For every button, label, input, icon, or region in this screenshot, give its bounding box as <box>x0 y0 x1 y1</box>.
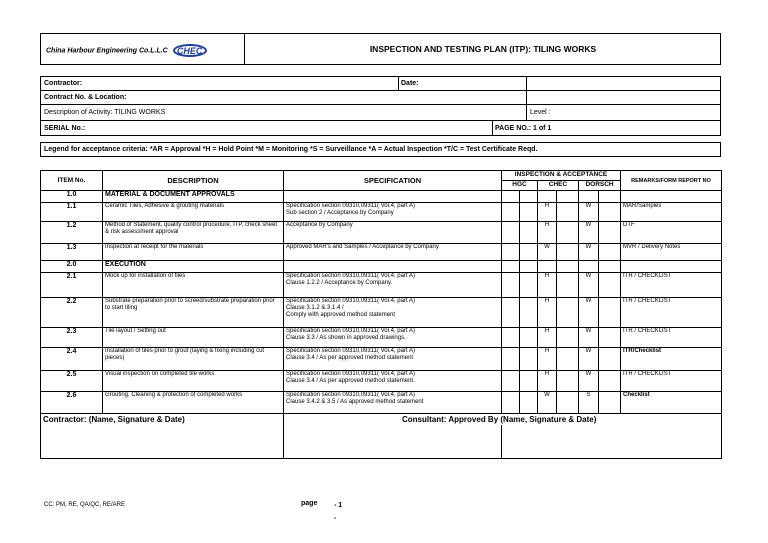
dorsch-code: W <box>579 328 599 348</box>
col-hgc-header: HGC <box>502 181 538 191</box>
col-insp-header: INSPECTION & ACCEPTANCE <box>502 171 621 181</box>
spec-line: Clause 3.1.2 & 3.1.4 / <box>286 305 344 311</box>
company-name-text: China Harbour Engineering Co.L.L.C <box>46 47 168 55</box>
table-row <box>41 191 722 203</box>
section-title: EXECUTION <box>103 261 284 273</box>
legend-text: Legend for acceptance criteria: *AR = Approval *H = Hold Point *M = Monitoring *S = Surveillance *A = Actual Inspection *T/C = Test Certificate Reqd. <box>44 146 538 153</box>
item-specification <box>284 371 502 392</box>
item-description: Substrate preparation prior to screed/substrate preparation prior to start tiling <box>103 298 284 328</box>
chec-logo-text: CHEC <box>176 45 203 56</box>
info-line <box>40 104 721 105</box>
dorsch-code: W <box>579 273 599 298</box>
date-label: Date: <box>401 80 419 87</box>
itp-table <box>40 170 722 459</box>
item-no: 2.5 <box>41 371 103 392</box>
item-specification <box>284 328 502 348</box>
remarks: ITR/Checklist <box>621 348 722 371</box>
remarks: MAR/Samples <box>621 203 722 222</box>
dorsch-code: W <box>579 222 599 244</box>
item-specification <box>284 222 502 244</box>
item-specification <box>284 273 502 298</box>
spec-line: Clause 3.4 / As per approved method statement. <box>286 378 415 384</box>
dorsch-code: W <box>579 298 599 328</box>
activity-label: Description of Activity: TILING WORKS <box>44 109 166 116</box>
page-label: page <box>301 500 318 507</box>
table-row <box>41 203 722 222</box>
item-description: Tile layout / Setting out <box>103 328 284 348</box>
cc-line: CC: PM, RE, QA/QC, RE/ARE <box>44 502 126 508</box>
info-line <box>40 90 721 91</box>
chec-code: H <box>538 328 557 348</box>
spec-line: Specification section 09310,09311( Vol.4, part A) <box>286 273 415 279</box>
chec-code: H <box>538 348 557 371</box>
chec-code: H <box>538 222 557 244</box>
remarks: ITR / CHECKLIST <box>621 371 722 392</box>
remarks: ITR / CHECKLIST <box>621 273 722 298</box>
item-no: 2.6 <box>41 392 103 414</box>
remarks: ITR / CHECKLIST <box>621 298 722 328</box>
item-specification <box>284 298 502 328</box>
item-description: Installation of tiles prior to grout (laying & fixing including cut pieces) <box>103 348 284 371</box>
spec-line: Clause 1.2.2 / Acceptance by Company. <box>286 280 393 286</box>
contract-no-label: Contract No. & Location: <box>44 94 127 101</box>
item-description: Method of Statement, quality control procedure, ITP, check sheet & risk assessment approval <box>103 222 284 244</box>
col-remarks-header: REMARKS/FORM REPORT NO <box>621 171 722 191</box>
signature-row <box>41 414 722 459</box>
remarks: MVR / Delivery Notes <box>621 244 722 261</box>
chec-code: H <box>538 371 557 392</box>
company-name <box>46 44 207 57</box>
info-vline <box>492 120 493 136</box>
consultant-signature-text: Consultant: Approved By (Name, Signature & Date) <box>402 415 597 424</box>
item-no: 2.1 <box>41 273 103 298</box>
spec-line: Acceptance by Company <box>286 222 353 228</box>
item-description: Grouting, Cleaning & protection of completed works <box>103 392 284 414</box>
spec-line: Sub section 2 / Acceptance by Company <box>286 210 394 216</box>
page-number: - 1 <box>334 502 343 509</box>
page-dash: - <box>334 515 337 522</box>
table-row <box>41 392 722 414</box>
spec-line: Specification section 09310,09311( Vol.4, part A) <box>286 328 415 334</box>
spec-line: Clause 3.4.2 & 3.5 / As approved method statement <box>286 399 424 405</box>
item-description: Visual inspection on completed tile works <box>103 371 284 392</box>
table-row <box>41 222 722 244</box>
info-box <box>40 76 721 136</box>
item-specification <box>284 392 502 414</box>
item-specification <box>284 203 502 222</box>
col-item-header: ITEM No. <box>41 171 103 191</box>
dorsch-code: W <box>579 371 599 392</box>
info-vline <box>398 76 399 90</box>
info-vline <box>526 76 527 120</box>
chec-code: W <box>538 244 557 261</box>
dorsch-code: S <box>579 392 599 414</box>
info-line <box>40 120 721 121</box>
item-no: 1.2 <box>41 222 103 244</box>
item-no: 2.3 <box>41 328 103 348</box>
item-no: 1.1 <box>41 203 103 222</box>
spec-line: Approved MAR's and Samples / Acceptance by Company <box>286 244 439 250</box>
consultant-signature <box>402 414 722 459</box>
spec-line: Specification section 09310,09311( Vol.4, part A) <box>286 298 415 304</box>
item-specification <box>284 244 502 261</box>
item-no: 1.3 <box>41 244 103 261</box>
table-row <box>41 348 722 371</box>
dorsch-code: W <box>579 203 599 222</box>
contractor-label: Contractor: <box>44 80 83 87</box>
serial-label: SERIAL No.: <box>44 125 86 132</box>
chec-code: H <box>538 298 557 328</box>
spec-line: Specification section 09310,09311( Vol.4, part A) <box>286 392 415 398</box>
spec-line: Clause 3.4 / As per approved method statement <box>286 355 414 361</box>
spec-line: Specification section 09310,09311( Vol.4, part A) <box>286 203 415 209</box>
page-no-label: PAGE NO.: 1 of 1 <box>495 125 552 132</box>
spec-line: Specification section 09310,09311( Vol.4, part A) <box>286 348 415 354</box>
chec-code: H <box>538 273 557 298</box>
page-title: INSPECTION AND TESTING PLAN (ITP): TILING WORKS <box>369 44 597 54</box>
contractor-signature: Contractor: (Name, Signature & Date) <box>41 414 284 459</box>
spec-line: Comply with approved method statement <box>286 312 396 318</box>
spec-line: Clause 3.3 / As shown in approved drawings. <box>286 335 406 341</box>
col-chec-header: CHEC <box>538 181 579 191</box>
item-no: 2.4 <box>41 348 103 371</box>
col-spec-header: SPECIFICATION <box>284 171 502 191</box>
item-specification <box>284 348 502 371</box>
col-dorsch-header: DORSCH <box>579 181 621 191</box>
chec-logo <box>173 44 207 57</box>
table-row <box>41 273 722 298</box>
spec-line: Specification section 09310,09311( Vol.4, part A) <box>286 371 415 377</box>
level-label: Level : <box>530 109 551 116</box>
table-row <box>41 371 722 392</box>
table-row <box>41 328 722 348</box>
table-row <box>41 244 722 261</box>
chec-code: H <box>538 203 557 222</box>
item-no: 1.0 <box>41 191 103 203</box>
item-description: Mock up for installation of tiles <box>103 273 284 298</box>
header-row-1 <box>41 171 722 181</box>
remarks: ITR / CHECKLIST <box>621 328 722 348</box>
col-desc-header: DESCRIPTION <box>103 171 284 191</box>
item-description: Ceramic Tiles, Adhesive & grouting materials <box>103 203 284 222</box>
chec-code: W <box>538 392 557 414</box>
table-row <box>41 298 722 328</box>
remarks: DTF <box>621 222 722 244</box>
dorsch-code: W <box>579 348 599 371</box>
dorsch-code: W <box>579 244 599 261</box>
table-row <box>41 261 722 273</box>
remarks: Checklist <box>621 392 722 414</box>
item-no: 2.2 <box>41 298 103 328</box>
item-description: Inspection at receipt for the materials <box>103 244 284 261</box>
section-title: MATERIAL & DOCUMENT APPROVALS <box>103 191 284 203</box>
item-no: 2.0 <box>41 261 103 273</box>
